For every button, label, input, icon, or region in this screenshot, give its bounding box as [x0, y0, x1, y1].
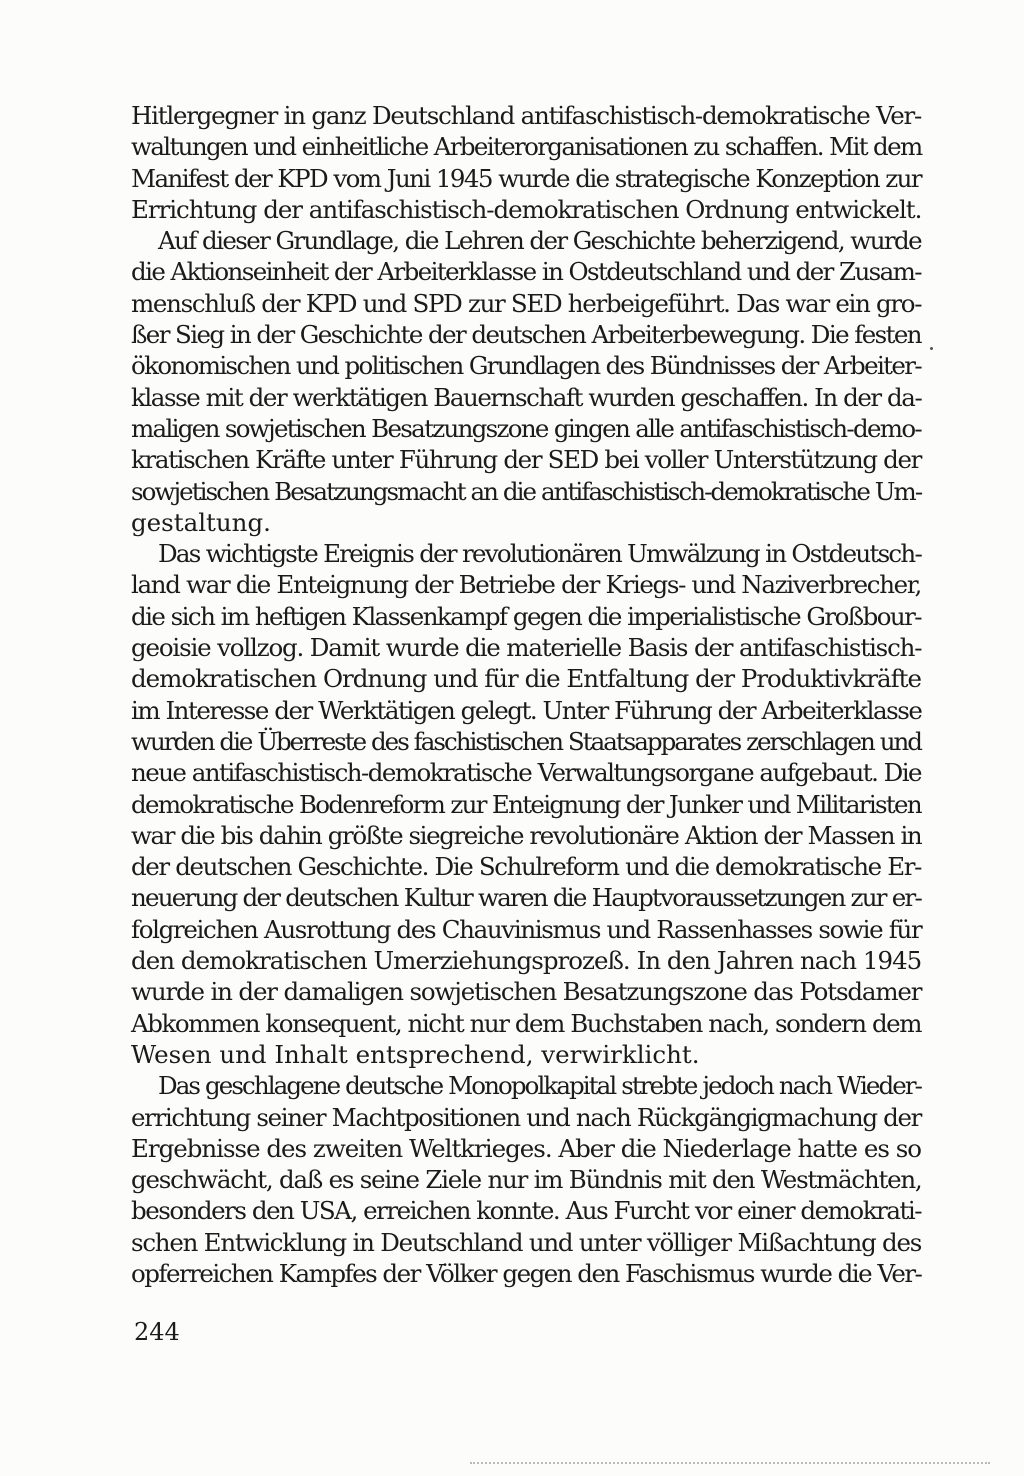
text-line: folgreichen Ausrottung des Chauvinismus und Rassenhasses sowie für	[131, 914, 922, 944]
text-line: ßer Sieg in der Geschichte der deutschen Arbeiterbewegung. Die festen	[131, 320, 921, 350]
text-line: den demokratischen Umerziehungsprozeß. In den Jahren nach 1945	[131, 946, 922, 976]
print-speck	[930, 347, 933, 350]
text-line: demokratischen Ordnung und für die Entfaltung der Produktivkräfte	[131, 664, 921, 694]
text-line: schen Entwicklung in Deutschland und unter völliger Mißachtung des	[131, 1227, 922, 1257]
text-line: sowjetischen Besatzungsmacht an die antifaschistisch-demokratische Um-	[131, 476, 922, 506]
text-line: wurde in der damaligen sowjetischen Besatzungszone das Potsdamer	[131, 977, 922, 1007]
text-line: geschwächt, daß es seine Ziele nur im Bündnis mit den Westmächten,	[131, 1165, 922, 1195]
text-line: Errichtung der antifaschistisch-demokratischen Ordnung entwickelt.	[131, 194, 922, 224]
body-text	[131, 100, 921, 1289]
text-line: maligen sowjetischen Besatzungszone gingen alle antifaschistisch-demo-	[131, 413, 921, 443]
text-line: Hitlergegner in ganz Deutschland antifaschistisch-demokratische Ver-	[131, 101, 922, 130]
text-line: im Interesse der Werktätigen gelegt. Unter Führung der Arbeiterklasse	[131, 695, 922, 725]
text-line: geoisie vollzog. Damit wurde die materielle Basis der antifaschistisch-	[131, 633, 922, 663]
text-line: der deutschen Geschichte. Die Schulreform und die demokratische Er-	[131, 852, 921, 882]
text-line: Auf dieser Grundlage, die Lehren der Geschichte beherzigend, wurde	[158, 226, 921, 256]
text-line: war die bis dahin größte siegreiche revolutionäre Aktion der Massen in	[131, 820, 922, 850]
text-line: Wesen und Inhalt entsprechend, verwirklicht.	[131, 1039, 700, 1069]
text-line: land war die Enteignung der Betriebe der Kriegs- und Naziverbrecher,	[131, 570, 921, 600]
text-line: menschluß der KPD und SPD zur SED herbeigeführt. Das war ein gro-	[131, 288, 922, 318]
text-line: klasse mit der werktätigen Bauernschaft wurden geschaffen. In der da-	[131, 382, 922, 412]
text-line: opferreichen Kampfes der Völker gegen den Faschismus wurde die Ver-	[131, 1258, 922, 1288]
text-line: neuerung der deutschen Kultur waren die Hauptvoraussetzungen zur er-	[131, 883, 921, 913]
text-line: Das geschlagene deutsche Monopolkapital strebte jedoch nach Wieder-	[158, 1071, 921, 1101]
text-line: die Aktionseinheit der Arbeiterklasse in Ostdeutschland und der Zusam-	[131, 257, 921, 287]
text-line: errichtung seiner Machtpositionen und nach Rückgängigmachung der	[131, 1102, 921, 1132]
text-line: die sich im heftigen Klassenkampf gegen die imperialistische Großbour-	[131, 601, 921, 631]
text-line: gestaltung.	[131, 507, 271, 537]
page-number: 244	[134, 1318, 180, 1346]
text-line: besonders den USA, erreichen konnte. Aus Furcht vor einer demokrati-	[131, 1196, 921, 1226]
text-line: neue antifaschistisch-demokratische Verwaltungsorgane aufgebaut. Die	[131, 758, 921, 788]
text-line: kratischen Kräfte unter Führung der SED bei voller Unterstützung der	[131, 445, 921, 475]
text-line: Manifest der KPD vom Juni 1945 wurde die strategische Konzeption zur	[131, 163, 921, 193]
text-line: Das wichtigste Ereignis der revolutionären Umwälzung in Ostdeutsch-	[158, 539, 921, 569]
scan-edge-mark	[470, 1462, 990, 1464]
text-line: demokratische Bodenreform zur Enteignung der Junker und Militaristen	[131, 789, 921, 819]
text-line: Ergebnisse des zweiten Weltkrieges. Aber die Niederlage hatte es so	[131, 1133, 921, 1163]
text-line: Abkommen konsequent, nicht nur dem Buchstaben nach, sondern dem	[131, 1008, 921, 1038]
text-line: wurden die Überreste des faschistischen Staatsapparates zerschlagen und	[131, 726, 921, 756]
text-line: ökonomischen und politischen Grundlagen des Bündnisses der Arbeiter-	[131, 351, 921, 381]
text-line: waltungen und einheitliche Arbeiterorganisationen zu schaffen. Mit dem	[131, 132, 922, 162]
